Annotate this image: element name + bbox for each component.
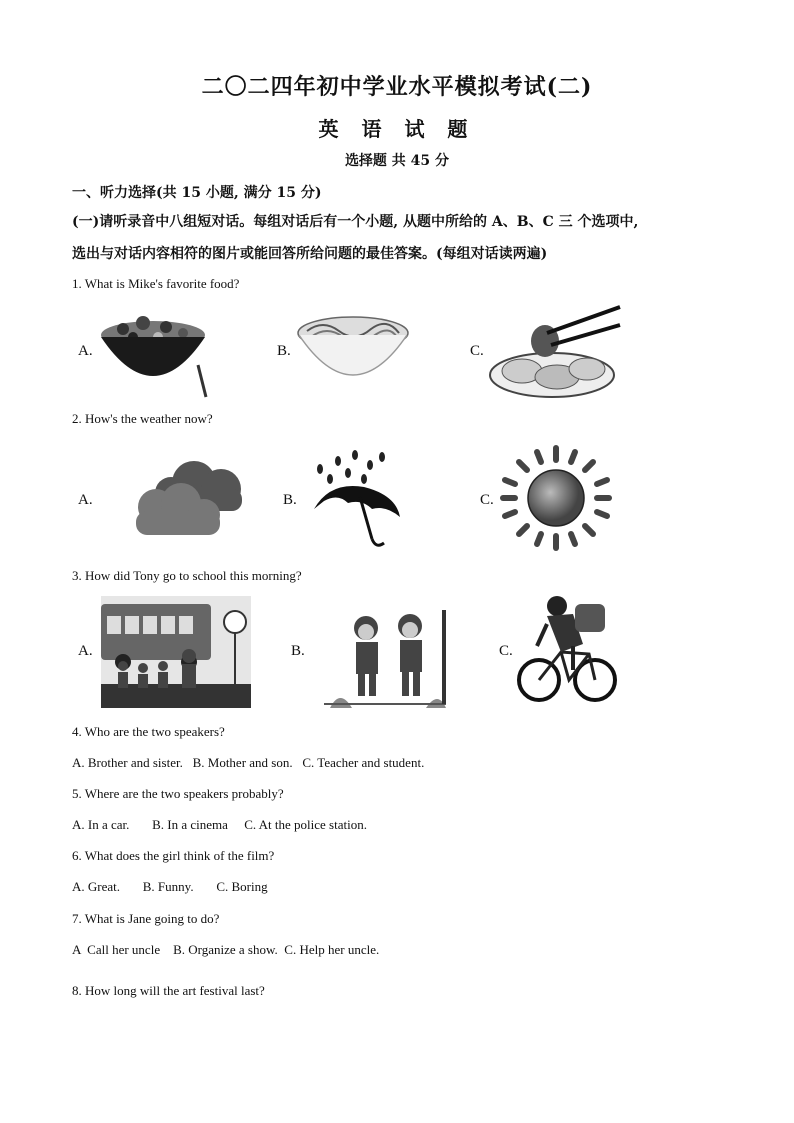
q3-option-a-label: A.	[78, 643, 93, 659]
rain-umbrella-icon	[300, 447, 410, 552]
instruction-line-2: 选出与对话内容相符的图片或能回答所给问题的最佳答案。(每组对话读两遍)	[72, 246, 548, 262]
question-4-choices: A. Brother and sister. B. Mother and son. C. Teacher and student.	[72, 755, 425, 770]
bus-stop-icon	[101, 596, 251, 708]
part-heading: 选择题 共 45 分	[344, 153, 450, 169]
exam-subject: 英 语 试 题	[318, 117, 476, 141]
cloud-icon	[126, 455, 251, 545]
exam-title: 二〇二四年初中学业水平模拟考试(二)	[201, 74, 593, 100]
q2-option-b-label: B.	[283, 492, 297, 508]
q1-option-c-label: C.	[470, 343, 484, 359]
question-7-choices: A Call her uncle B. Organize a show. C. Help her uncle.	[72, 942, 380, 957]
q2-option-c-label: C.	[480, 492, 494, 508]
question-1: 1. What is Mike's favorite food?	[72, 276, 240, 291]
walking-boys-icon	[316, 604, 450, 708]
question-2: 2. How's the weather now?	[72, 411, 213, 426]
q2-option-a-label: A.	[78, 492, 93, 508]
question-6-choices: A. Great. B. Funny. C. Boring	[72, 879, 268, 894]
rice-bowl-icon	[98, 305, 213, 400]
question-7: 7. What is Jane going to do?	[72, 911, 220, 926]
question-6: 6. What does the girl think of the film?	[72, 848, 275, 863]
bicycle-rider-icon	[517, 596, 619, 708]
question-4: 4. Who are the two speakers?	[72, 724, 225, 739]
q1-option-a-label: A.	[78, 343, 93, 359]
section-heading: 一、听力选择(共 15 小题, 满分 15 分)	[72, 185, 322, 201]
q3-option-b-label: B.	[291, 643, 305, 659]
sun-icon	[497, 444, 615, 552]
question-3: 3. How did Tony go to school this morning?	[72, 568, 302, 583]
question-8: 8. How long will the art festival last?	[72, 983, 265, 998]
q1-option-b-label: B.	[277, 343, 291, 359]
dumplings-icon	[487, 303, 622, 400]
noodles-bowl-icon	[293, 305, 411, 400]
question-5: 5. Where are the two speakers probably?	[72, 786, 284, 801]
instruction-line-1: (一)请听录音中八组短对话。每组对话后有一个小题, 从题中所给的 A、B、C 三 个选项中,	[72, 214, 639, 230]
question-5-choices: A. In a car. B. In a cinema C. At the police station.	[72, 817, 367, 832]
q3-option-c-label: C.	[499, 643, 513, 659]
